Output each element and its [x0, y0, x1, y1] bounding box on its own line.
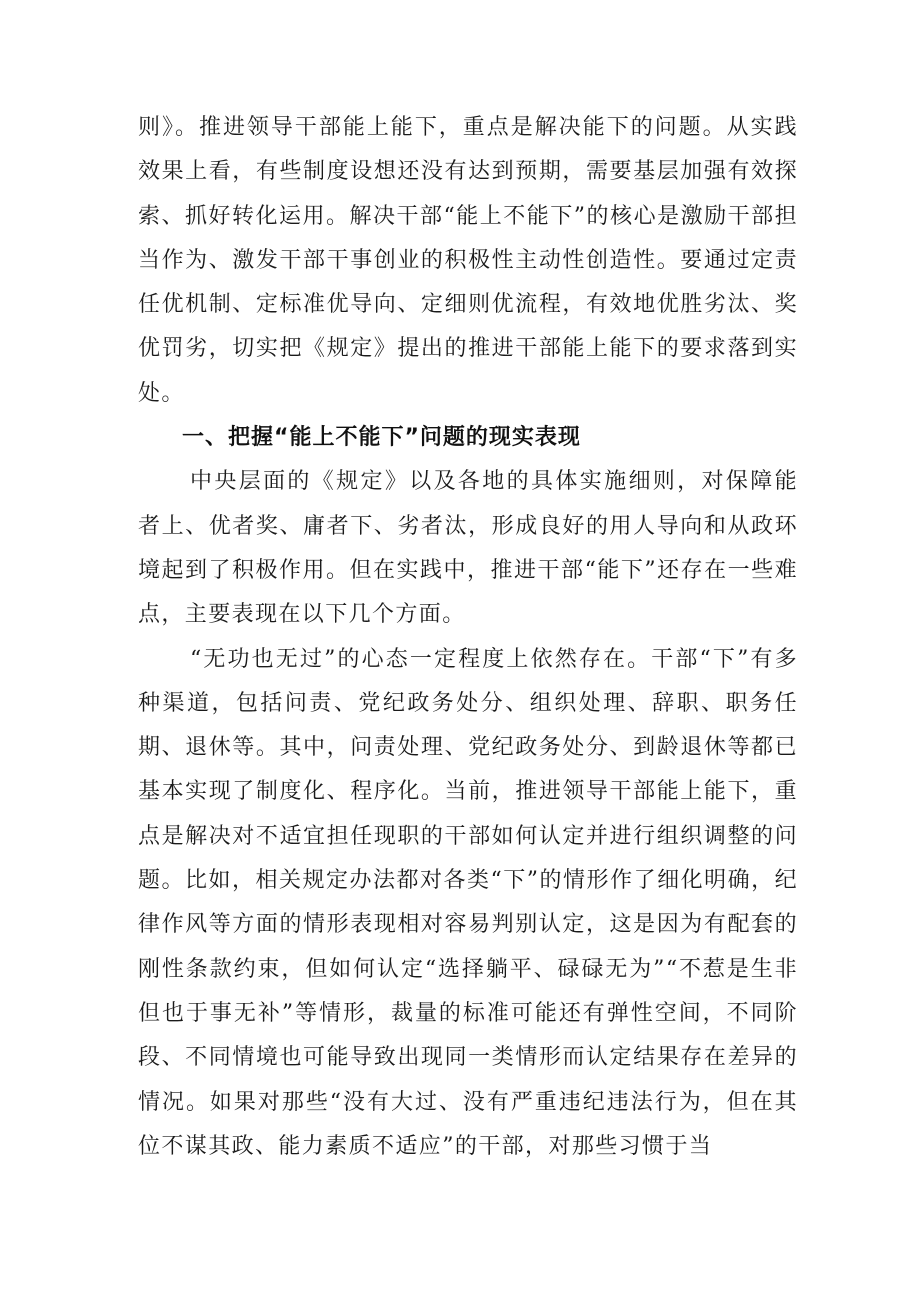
document-body: [138, 106, 798, 1169]
paragraph-continuation: 则》。推进领导干部能上能下，重点是解决能下的问题。从实践效果上看，有些制度设想还没有达到预期，需要基层加强有效探索、抓好转化运用。解决干部“能上不能下”的核心是激励干部担当作为、激发干部干事创业的积极性主动性创造性。要通过定责任优机制、定标准优导向、定细则优流程，有效地优胜劣汰、奖优罚劣，切实把《规定》提出的推进干部能上能下的要求落到实处。: [138, 115, 798, 406]
section-heading: 一、把握“能上不能下”问题的现实表现: [182, 425, 581, 451]
paragraph-point-1: “无功也无过”的心态一定程度上依然存在。干部“下”有多种渠道，包括问责、党纪政务处分、组织处理、辞职、职务任期、退休等。其中，问责处理、党纪政务处分、到龄退休等都已基本实现了制度化、程序化。当前，推进领导干部能上能下，重点是解决对不适宜担任现职的干部如何认定并进行组织调整的问题。比如，相关规定办法都对各类“下”的情形作了细化明确，纪律作风等方面的情形表现相对容易判别认定，这是因为有配套的刚性条款约束，但如何认定“选择躺平、碌碌无为”“不惹是生非但也于事无补”等情形，裁量的标准可能还有弹性空间，不同阶段、不同情境也可能导致出现同一类情形而认定结果存在差异的情况。如果对那些“没有大过、没有严重违纪违法行为，但在其位不谋其政、能力素质不适应”的干部，对那些习惯于当: [138, 646, 798, 1159]
paragraph-intro: 中央层面的《规定》以及各地的具体实施细则，对保障能者上、优者奖、庸者下、劣者汰，形成良好的用人导向和从政环境起到了积极作用。但在实践中，推进干部“能下”还存在一些难点，主要表现在以下几个方面。: [138, 469, 798, 628]
